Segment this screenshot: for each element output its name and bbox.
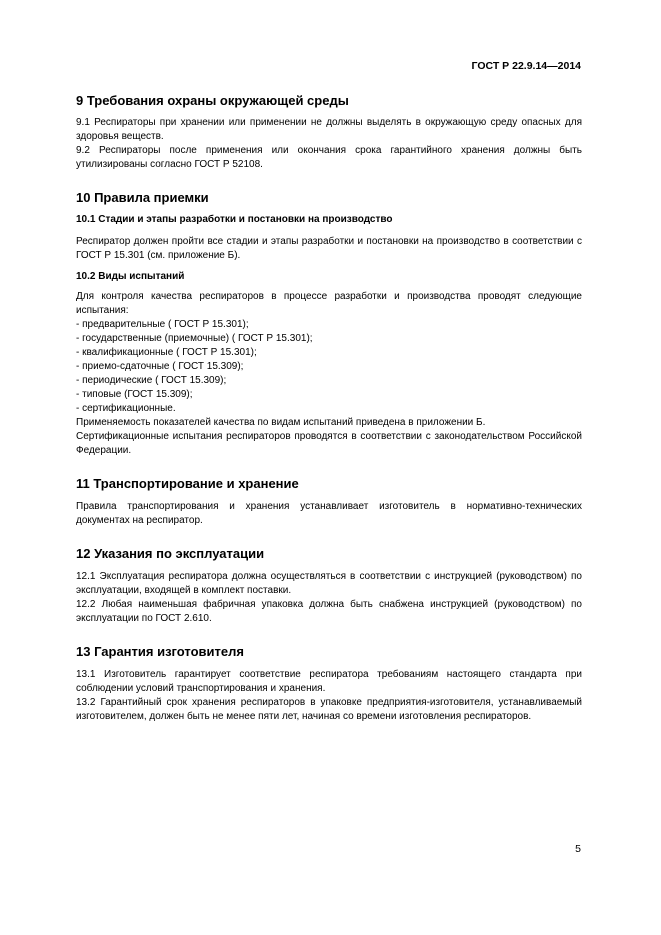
list-item: - сертификационные. <box>76 403 176 414</box>
list-item: - типовые (ГОСТ 15.309); <box>76 389 193 400</box>
section-9-p2: 9.2 Респираторы после применения или окончания срока гарантийного хранения должны быть утилизированы согласно ГОСТ Р 52108. <box>76 145 582 170</box>
page-content <box>76 92 582 724</box>
section-9-title: 9 Требования охраны окружающей среды <box>76 93 349 108</box>
section-10-2-p1: Для контроля качества респираторов в процессе разработки и производства проводят следующие испытания: <box>76 291 582 316</box>
section-12-p1: 12.1 Эксплуатация респиратора должна осуществляться в соответствии с инструкцией (руководством) по эксплуатации, входящей в комплект поставки. <box>76 571 582 596</box>
list-item: - предварительные ( ГОСТ Р 15.301); <box>76 319 249 330</box>
section-10-2-title: 10.2 Виды испытаний <box>76 271 185 282</box>
section-12-title: 12 Указания по эксплуатации <box>76 546 265 561</box>
list-item: - государственные (приемочные) ( ГОСТ Р 15.301); <box>76 333 313 344</box>
list-item: - периодические ( ГОСТ 15.309); <box>76 375 227 386</box>
page-number: 5 <box>575 843 581 855</box>
section-10-1-p1: Респиратор должен пройти все стадии и этапы разработки и постановки на производство в соответствии с ГОСТ Р 15.301 (см. приложение Б). <box>76 236 582 261</box>
section-12-p2: 12.2 Любая наименьшая фабричная упаковка должна быть снабжена инструкцией (руководством) по эксплуатации по ГОСТ 2.610. <box>76 599 582 624</box>
section-13-p2: 13.2 Гарантийный срок хранения респираторов в упаковке предприятия-изготовителя, устанавливаемый изготовителем, должен быть не менее пяти лет, начиная со времени изготовления респираторов. <box>76 697 582 722</box>
section-10-2-p3: Сертификационные испытания респираторов проводятся в соответствии с законодательством Российской Федерации. <box>76 431 582 456</box>
test-types-list <box>76 318 582 416</box>
list-item: - квалификационные ( ГОСТ Р 15.301); <box>76 347 257 358</box>
section-10-1-title: 10.1 Стадии и этапы разработки и постановки на производство <box>76 214 393 225</box>
list-item: - приемо-сдаточные ( ГОСТ 15.309); <box>76 361 244 372</box>
section-11-p1: Правила транспортирования и хранения устанавливает изготовитель в нормативно-технических документах на респиратор. <box>76 501 582 526</box>
document-code: ГОСТ Р 22.9.14—2014 <box>471 60 581 72</box>
section-10-2-p2: Применяемость показателей качества по видам испытаний приведена в приложении Б. <box>76 417 486 428</box>
section-13-title: 13 Гарантия изготовителя <box>76 644 244 659</box>
section-10-title: 10 Правила приемки <box>76 190 209 205</box>
section-9-p1: 9.1 Респираторы при хранении или применении не должны выделять в окружающую среду опасных для здоровья веществ. <box>76 117 582 142</box>
section-13-p1: 13.1 Изготовитель гарантирует соответствие респиратора требованиям настоящего стандарта при соблюдении условий транспортирования и хранения. <box>76 669 582 694</box>
section-11-title: 11 Транспортирование и хранение <box>76 476 299 491</box>
